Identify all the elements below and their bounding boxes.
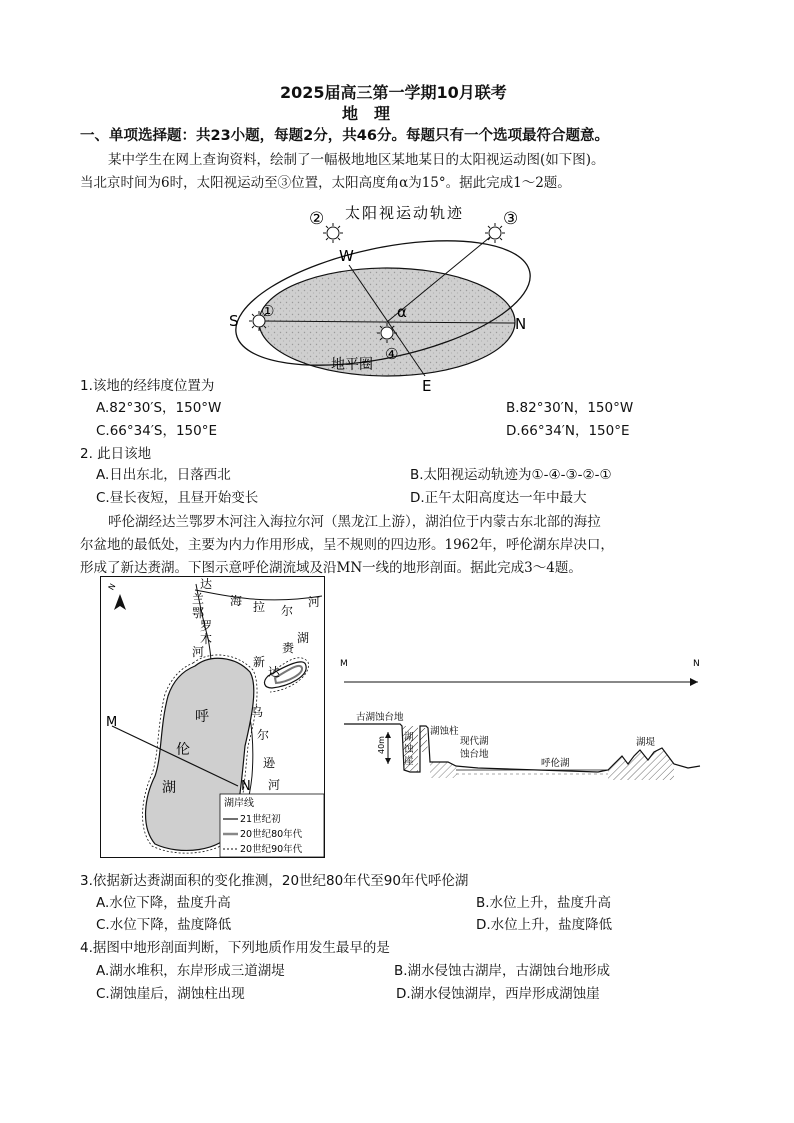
q1-option-a[interactable]: A.82°30′S，150°W — [96, 400, 222, 416]
direction-w: W — [339, 247, 354, 265]
passage1-line2: 当北京时间为6时，太阳视运动至③位置，太阳高度角α为15°。据此完成1～2题。 — [80, 175, 571, 191]
sun-icon — [323, 223, 343, 243]
label-modern-2: 蚀台地 — [460, 749, 489, 760]
river-dalan-c3: 鄂 — [192, 606, 205, 620]
map-m-label: M — [106, 715, 118, 730]
north-label: N — [106, 582, 118, 592]
river-hailaer-c1: 海 — [230, 594, 243, 608]
q1-option-b[interactable]: B.82°30′N，150°W — [506, 400, 634, 416]
xindalai-c1: 新 — [253, 655, 266, 669]
wuerxun-c1: 乌 — [251, 705, 264, 719]
wuerxun-c3: 逊 — [263, 756, 276, 770]
height-label: 40m — [377, 736, 386, 754]
point-4: ④ — [385, 345, 399, 363]
wuerxun-c2: 尔 — [257, 728, 270, 742]
q3-stem: 3.依据新达赉湖面积的变化推测，20世纪80年代至90年代呼伦湖 — [80, 873, 469, 889]
q3-option-a[interactable]: A.水位下降，盐度升高 — [96, 895, 231, 911]
river-dalan-c1: 达 — [200, 577, 213, 591]
direction-s: S — [229, 312, 239, 330]
q4-option-c[interactable]: C.湖蚀崖后，湖蚀柱出现 — [96, 986, 245, 1002]
label-modern-1: 现代湖 — [460, 736, 489, 747]
sun-track-label: 太阳视运动轨迹 — [345, 204, 465, 222]
river-dalan-c5: 木 — [200, 632, 213, 646]
point-2: ② — [309, 209, 325, 229]
subject-title: 地 理 — [342, 104, 391, 123]
map-legend — [220, 794, 324, 857]
q4-option-b[interactable]: B.湖水侵蚀古湖岸，古湖蚀台地形成 — [394, 963, 611, 979]
sun-path-diagram — [225, 193, 545, 403]
q1-stem: 1.该地的经纬度位置为 — [80, 378, 215, 394]
legend-title: 湖岸线 — [224, 798, 254, 809]
river-hailaer-c2: 拉 — [253, 600, 266, 614]
q2-option-a[interactable]: A.日出东北，日落西北 — [96, 467, 231, 483]
label-levee: 湖堤 — [636, 737, 656, 748]
q4-stem: 4.据图中地形剖面判断，下列地质作用发生最早的是 — [80, 940, 390, 956]
q4-option-d[interactable]: D.湖水侵蚀湖岸，西岸形成湖蚀崖 — [396, 986, 600, 1002]
q2-option-c[interactable]: C.昼长夜短，且昼开始变长 — [96, 490, 259, 506]
sun-icon — [485, 223, 505, 243]
hulun-c3: 湖 — [162, 780, 176, 796]
label-lake: 呼伦湖 — [541, 758, 570, 769]
point-3: ③ — [503, 209, 519, 229]
label-cliff-c3: 崖 — [404, 756, 414, 767]
q3-option-c[interactable]: C.水位下降，盐度降低 — [96, 917, 232, 933]
q4-option-a[interactable]: A.湖水堆积，东岸形成三道湖堤 — [96, 963, 285, 979]
passage2-line1: 呼伦湖经达兰鄂罗木河注入海拉尔河（黑龙江上游），湖泊位于内蒙古东北部的海拉 — [108, 514, 601, 530]
hulun-c2: 伦 — [176, 742, 190, 758]
direction-e: E — [422, 377, 432, 395]
label-pillar: 湖蚀柱 — [430, 726, 459, 737]
passage2-line2: 尔盆地的最低处，主要为内力作用形成，呈不规则的四边形。1962年，呼伦湖东岸决口， — [80, 537, 614, 553]
terrain-profile — [338, 652, 710, 802]
label-cliff-c2: 蚀 — [404, 744, 414, 755]
point-1: ① — [261, 302, 275, 320]
legend-item-1: 21世纪初 — [240, 814, 281, 825]
river-dalan-c4: 罗 — [200, 619, 213, 633]
wuerxun-c4: 河 — [268, 778, 281, 792]
legend-item-3: 20世纪90年代 — [240, 844, 303, 855]
section-heading: 一、单项选择题：共23小题，每题2分，共46分。每题只有一个选项最符合题意。 — [80, 128, 609, 144]
q3-option-d[interactable]: D.水位上升，盐度降低 — [476, 917, 613, 933]
hulun-c1: 呼 — [195, 709, 209, 725]
q1-option-d[interactable]: D.66°34′N，150°E — [506, 423, 630, 439]
label-ancient-platform: 古湖蚀台地 — [356, 712, 404, 723]
q2-option-b[interactable]: B.太阳视运动轨迹为①-④-③-②-① — [410, 467, 612, 483]
q2-stem: 2. 此日该地 — [80, 446, 152, 462]
alpha-label: α — [397, 303, 407, 321]
hulun-lake-map — [100, 576, 325, 858]
q1-option-c[interactable]: C.66°34′S，150°E — [96, 423, 218, 439]
direction-n: N — [515, 315, 527, 333]
xindalai-c4: 湖 — [297, 631, 310, 645]
passage2-line3: 形成了新达赉湖。下图示意呼伦湖流域及沿MN一线的地形剖面。据此完成3～4题。 — [80, 560, 582, 576]
profile-n-label: N — [693, 659, 700, 669]
river-dalan-c2: 兰 — [192, 592, 205, 606]
q3-option-b[interactable]: B.水位上升，盐度升高 — [476, 895, 612, 911]
q2-option-d[interactable]: D.正午太阳高度达一年中最大 — [410, 490, 587, 506]
label-cliff-c1: 湖 — [404, 732, 414, 743]
river-hailaer-c4: 河 — [308, 595, 321, 609]
passage1-line1: 某中学生在网上查询资料，绘制了一幅极地地区某地某日的太阳视运动图(如下图)。 — [108, 152, 605, 168]
xindalai-c3: 赉 — [282, 641, 295, 655]
legend-item-2: 20世纪80年代 — [240, 829, 303, 840]
river-dalan-c6: 河 — [192, 645, 205, 659]
horizon-label: 地平圈 — [331, 357, 373, 373]
river-hailaer-c3: 尔 — [281, 604, 294, 618]
sun-icon — [377, 323, 397, 343]
profile-m-label: M — [340, 659, 348, 669]
exam-title: 2025届高三第一学期10月联考 — [280, 83, 507, 102]
map-n-label: N — [241, 779, 251, 794]
xindalai-c2: 达 — [268, 665, 281, 679]
